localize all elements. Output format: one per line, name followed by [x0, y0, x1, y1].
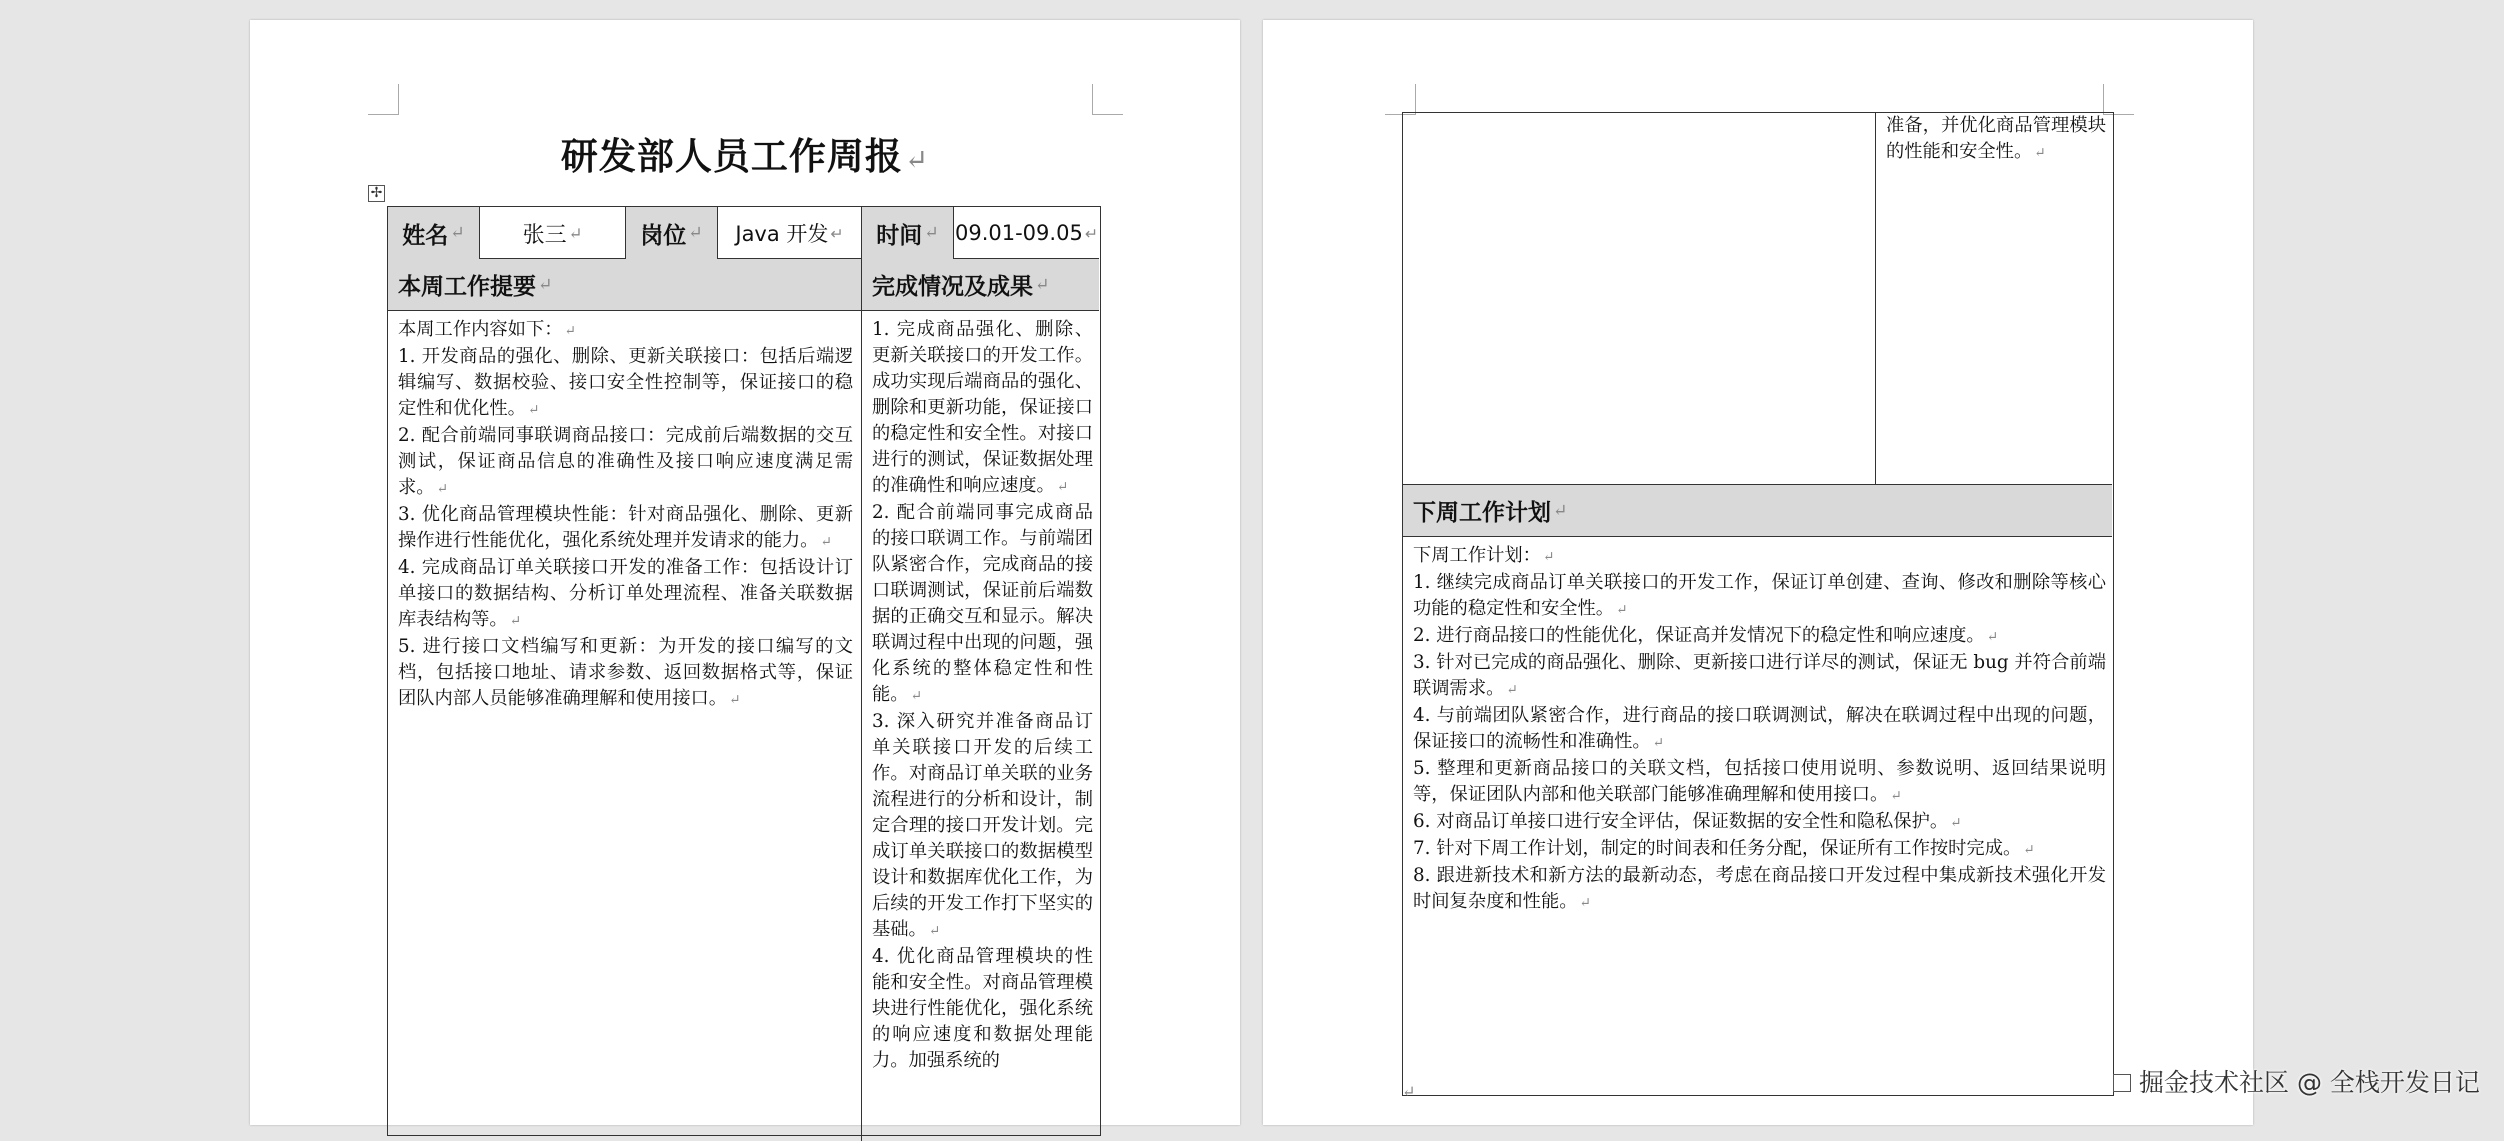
return-mark: ↵ — [1402, 1082, 1416, 1101]
checkbox-icon — [2113, 1074, 2131, 1092]
report-table-continued[interactable] — [1402, 112, 2114, 1096]
summary-content[interactable] — [388, 311, 862, 1141]
summary-line: 4. 完成商品订单关联接口开发的准备工作：包括设计订单接口的数据结构、分析订单处理流程、准备关联数据库表结构等。 ↵ — [398, 557, 853, 630]
results-content[interactable] — [862, 311, 1099, 1141]
plan-line: 7. 针对下周工作计划，制定的时间表和任务分配，保证所有工作按时完成。 ↵ — [1413, 838, 2035, 859]
time-value[interactable]: 09.01-09.05 ↵ — [954, 221, 1099, 245]
results-content-continued[interactable] — [1876, 113, 2112, 485]
info-row — [388, 207, 1099, 259]
summary-content-continued[interactable] — [1403, 113, 1876, 485]
margin-corner-mark — [1385, 84, 1416, 115]
plan-line: 2. 进行商品接口的性能优化，保证高并发情况下的稳定性和响应速度。 ↵ — [1413, 625, 1999, 646]
summary-line: 1. 开发商品的强化、删除、更新关联接口：包括后端逻辑编写、数据校验、接口安全性控制等，保证接口的稳定性和优化性。 ↵ — [398, 346, 853, 419]
summary-line: 2. 配合前端同事联调商品接口：完成前后端数据的交互测试，保证商品信息的准确性及接口响应速度满足需求。 ↵ — [398, 425, 853, 498]
summary-line: 本周工作内容如下： ↵ — [398, 319, 577, 340]
plan-line: 8. 跟进新技术和新方法的最新动态，考虑在商品接口开发过程中集成新技术强化开发时间复杂度和性能。 ↵ — [1413, 865, 2106, 912]
return-mark: ↵ — [904, 143, 930, 176]
position-value[interactable]: Java 开发 ↵ — [718, 207, 862, 259]
summary-line: 3. 优化商品管理模块性能：针对商品强化、删除、更新操作进行性能优化，强化系统处理并发请求的能力。 ↵ — [398, 504, 853, 551]
plan-line: 6. 对商品订单接口进行安全评估，保证数据的安全性和隐私保护。 ↵ — [1413, 811, 1962, 832]
results-line: 3. 深入研究并准备商品订单关联接口开发的后续工作。对商品订单关联的业务流程进行的分析和设计，制定合理的接口开发计划。完成订单关联接口的数据模型设计和数据库优化工作，为后续的开发工作打下坚实的基础。 ↵ — [872, 711, 1093, 940]
results-line: 准备，并优化商品管理模块的性能和安全性。 ↵ — [1886, 115, 2106, 162]
summary-line: 5. 进行接口文档编写和更新：为开发的接口编写的文档，包括接口地址、请求参数、返回数据格式等，保证团队内部人员能够准确理解和使用接口。 ↵ — [398, 636, 853, 709]
plan-line: 1. 继续完成商品订单关联接口的开发工作，保证订单创建、查询、修改和删除等核心功能的稳定性和安全性。 ↵ — [1413, 572, 2106, 619]
summary-header: 本周工作提要 ↵ — [388, 259, 862, 311]
watermark: 掘金技术社区 @ 全栈开发日记 — [2113, 1063, 2480, 1099]
plan-line: 4. 与前端团队紧密合作，进行商品的接口联调测试，解决在联调过程中出现的问题，保证接口的流畅性和准确性。 ↵ — [1413, 705, 2106, 752]
time-label: 时间 ↵ — [862, 207, 954, 259]
name-label: 姓名 ↵ — [388, 207, 480, 259]
plan-line: 下周工作计划： ↵ — [1413, 545, 1555, 566]
plan-line: 3. 针对已完成的商品强化、删除、更新接口进行详尽的测试，保证无 bug 并符合前端联调需求。 ↵ — [1413, 652, 2106, 699]
results-line: 4. 优化商品管理模块的性能和安全性。对商品管理模块进行性能优化，强化系统的响应速度和数据处理能力。加强系统的 — [872, 946, 1093, 1071]
position-label: 岗位 ↵ — [626, 207, 718, 259]
name-value[interactable]: 张三 ↵ — [480, 207, 626, 259]
margin-corner-mark — [1092, 84, 1123, 115]
report-table[interactable] — [387, 206, 1101, 1136]
results-line: 2. 配合前端同事完成商品的接口联调工作。与前端团队紧密合作，完成商品的接口联调测试，保证前后端数据的正确交互和显示。解决联调过程中出现的问题，强化系统的整体稳定性和性能。 ↵ — [872, 502, 1093, 705]
margin-corner-mark — [368, 84, 399, 115]
table-move-handle-icon[interactable]: ✢ — [368, 185, 385, 202]
document-page-1 — [250, 20, 1240, 1125]
plan-line: 5. 整理和更新商品接口的关联文档，包括接口使用说明、参数说明、返回结果说明等，保证团队内部和他关联部门能够准确理解和使用接口。 ↵ — [1413, 758, 2106, 805]
next-plan-content[interactable] — [1403, 537, 2112, 1094]
margin-corner-mark — [2103, 84, 2134, 115]
document-title[interactable]: 研发部人员工作周报↵ — [560, 134, 930, 178]
results-line: 1. 完成商品强化、删除、更新关联接口的开发工作。成功实现后端商品的强化、删除和更新功能，保证接口的稳定性和安全性。对接口进行的测试，保证数据处理的准确性和响应速度。 ↵ — [872, 319, 1093, 496]
document-page-2 — [1263, 20, 2253, 1125]
results-header: 完成情况及成果 ↵ — [862, 259, 1099, 311]
next-plan-header: 下周工作计划 ↵ — [1403, 485, 2112, 537]
